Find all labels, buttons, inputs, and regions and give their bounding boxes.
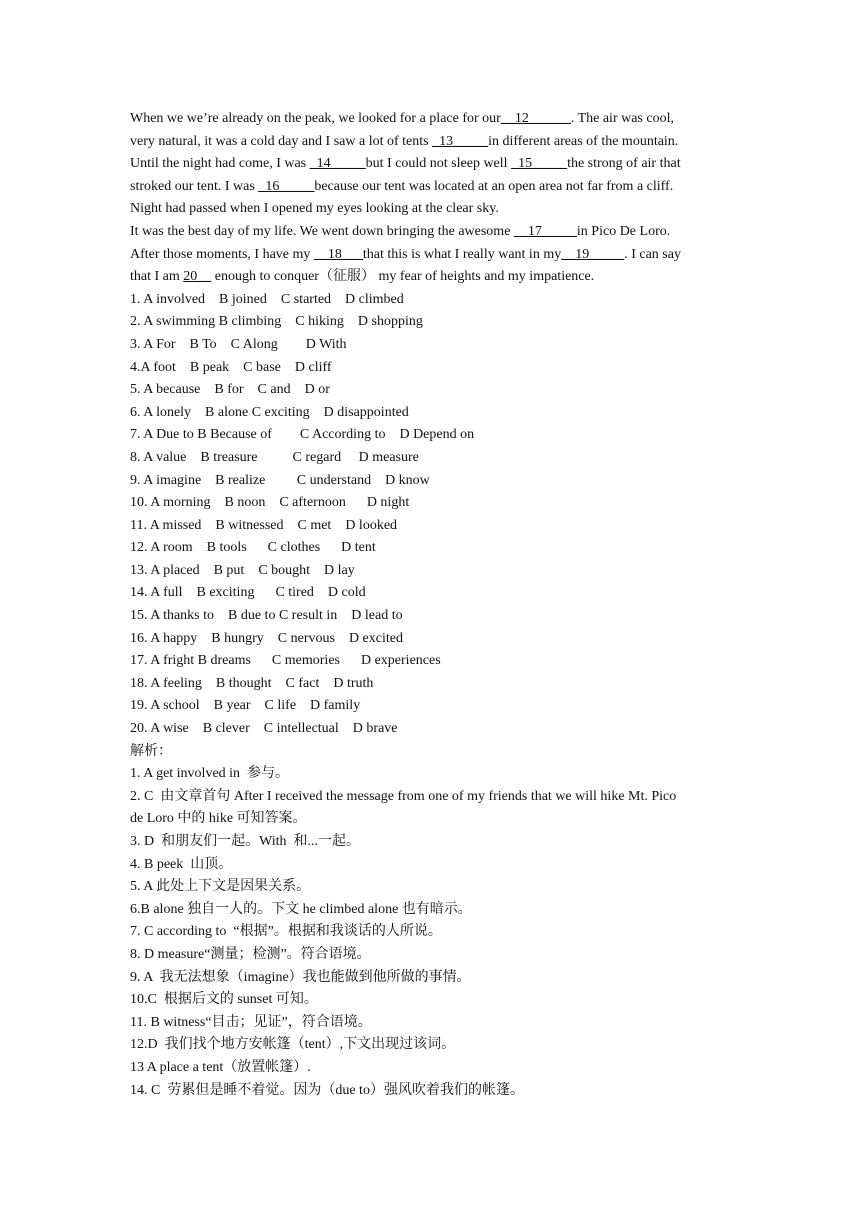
option-line: 7. A Due to B Because of C According to D Depend on (130, 427, 475, 443)
option-line: 12. A room B tools C clothes D tent (130, 540, 376, 556)
option-line: 3. A For B To C Along D With (130, 336, 347, 352)
analysis-list (130, 763, 733, 1102)
passage-line: Night had passed when I opened my eyes looking at the clear sky. (130, 201, 499, 217)
blank-19: __19_____ (561, 246, 625, 262)
analysis-line: 2. C 由文章首句 After I received the message from one of my friends that we will hike Mt. Pico (130, 788, 677, 804)
option-line: 16. A happy B hungry C nervous D excited (130, 630, 403, 646)
analysis-line: 3. D 和朋友们一起。With 和...一起。 (130, 834, 361, 849)
document-page (130, 108, 733, 1102)
analysis-line: 8. D measure“测量；检测”。符合语境。 (130, 946, 371, 962)
blank-17: __17_____ (513, 223, 577, 239)
option-line: 1. A involved B joined C started D climbed (130, 291, 404, 307)
analysis-line: 10.C 根据后文的 sunset 可知。 (130, 992, 318, 1008)
option-line: 5. A because B for C and D or (130, 382, 330, 398)
blank-14: _14_____ (309, 156, 366, 172)
analysis-line: de Loro 中的 hike 可知答案。 (130, 811, 307, 827)
passage-line: that I am 20__ enough to conquer（征服） my fear of heights and my impatience. (130, 269, 595, 285)
passage-line: After those moments, I have my __18___that this is what I really want in my__19_____. I can say (130, 246, 681, 262)
analysis-line: 4. B peek 山顶。 (130, 856, 233, 872)
passage (130, 108, 733, 289)
options-list (130, 289, 733, 741)
analysis-line: 14. C 劳累但是睡不着觉。因为（due to）强风吹着我们的帐篷。 (130, 1082, 524, 1098)
analysis-line: 9. A 我无法想象（imagine）我也能做到他所做的事情。 (130, 969, 471, 985)
blank-15: _15_____ (511, 156, 568, 172)
option-line: 2. A swimming B climbing C hiking D shopping (130, 314, 423, 330)
blank-18: __18___ (313, 246, 363, 262)
analysis-heading: 解析： (130, 743, 172, 759)
blank-16: _16_____ (258, 178, 315, 194)
analysis-line: 6.B alone 独自一人的。下文 he climbed alone 也有暗示。 (130, 901, 472, 917)
analysis-line: 12.D 我们找个地方安帐篷（tent）,下文出现过该词。 (130, 1037, 456, 1053)
analysis-line: 7. C according to “根据”。根据和我谈话的人所说。 (130, 924, 442, 940)
passage-line: It was the best day of my life. We went down bringing the awesome __17_____in Pico De Loro. (130, 223, 671, 239)
analysis-line: 1. A get involved in 参与。 (130, 766, 290, 782)
option-line: 6. A lonely B alone C exciting D disappointed (130, 404, 409, 420)
option-line: 11. A missed B witnessed C met D looked (130, 517, 398, 533)
blank-20: 20__ (183, 269, 212, 285)
option-line: 8. A value B treasure C regard D measure (130, 449, 419, 465)
option-line: 18. A feeling B thought C fact D truth (130, 675, 374, 691)
passage-line: stroked our tent. I was _16_____because our tent was located at an open area not far from a cliff. (130, 178, 674, 194)
passage-line: When we we’re already on the peak, we looked for a place for our__12______. The air was cool, (130, 111, 674, 126)
option-line: 9. A imagine B realize C understand D know (130, 472, 430, 488)
option-line: 4.A foot B peak C base D cliff (130, 359, 332, 375)
analysis-line: 5. A 此处上下文是因果关系。 (130, 879, 311, 895)
passage-line: very natural, it was a cold day and I saw a lot of tents _13_____in different areas of the mountain. (130, 133, 679, 149)
blank-12: __12______ (500, 111, 571, 126)
analysis-line: 13 A place a tent（放置帐篷）. (130, 1059, 311, 1075)
passage-line: Until the night had come, I was _14_____but I could not sleep well _15_____the strong of air that (130, 156, 681, 172)
option-line: 13. A placed B put C bought D lay (130, 562, 355, 578)
option-line: 19. A school B year C life D family (130, 698, 361, 714)
analysis-line: 11. B witness“目击；见证”，符合语境。 (130, 1014, 372, 1030)
option-line: 20. A wise B clever C intellectual D brave (130, 721, 398, 737)
option-line: 17. A fright B dreams C memories D experiences (130, 653, 441, 669)
blank-13: _13_____ (432, 133, 489, 149)
option-line: 15. A thanks to B due to C result in D lead to (130, 608, 403, 624)
option-line: 14. A full B exciting C tired D cold (130, 585, 366, 601)
option-line: 10. A morning B noon C afternoon D night (130, 495, 410, 511)
